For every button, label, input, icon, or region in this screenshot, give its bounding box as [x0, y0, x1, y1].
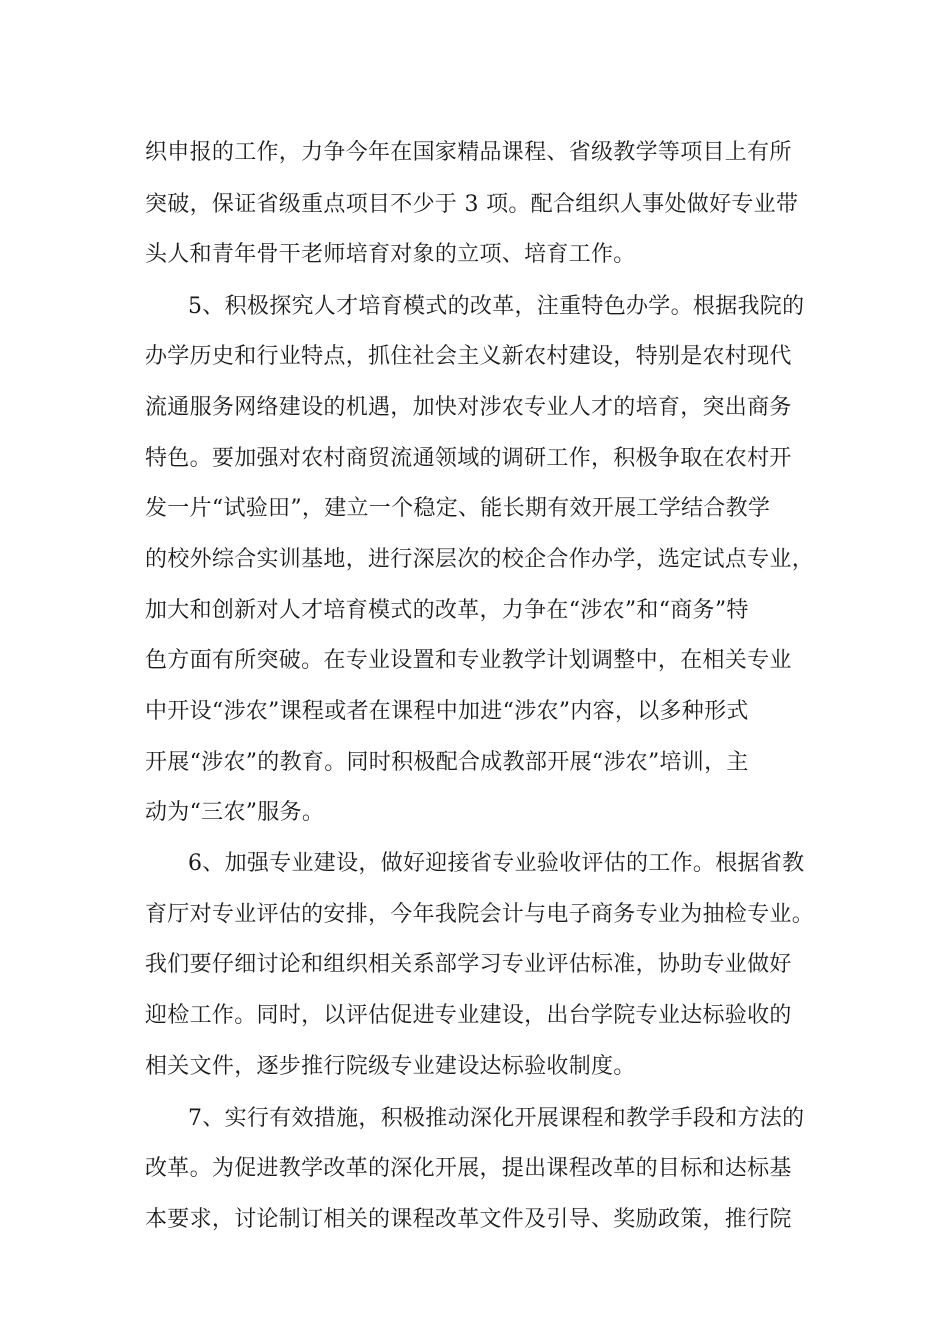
text-line: 迎检工作。同时，以评估促进专业建设，出台学院专业达标验收的: [145, 1003, 792, 1028]
text-line: 色方面有所突破。在专业设置和专业教学计划调整中，在相关专业: [145, 648, 792, 673]
text-line: 突破，保证省级重点项目不少于 3 项。配合组织人事处做好专业带: [145, 192, 799, 217]
text-line: 发一片“试验田”，建立一个稳定、能长期有效开展工学结合教学: [145, 496, 771, 521]
text-line: 流通服务网络建设的机遇，加快对涉农专业人才的培育，突出商务: [145, 395, 792, 420]
text-line: 头人和青年骨干老师培育对象的立项、培育工作。: [145, 242, 636, 267]
text-line: 中开设“涉农”课程或者在课程中加进“涉农”内容，以多种形式: [145, 699, 749, 724]
text-line: 特色。要加强对农村商贸流通领域的调研工作，积极争取在农村开: [145, 446, 792, 471]
paragraph-6-start: 6、加强专业建设，做好迎接省专业验收评估的工作。根据省教: [188, 851, 805, 876]
text-line: 育厅对专业评估的安排，今年我院会计与电子商务专业为抽检专业。: [145, 902, 815, 927]
text-line: 织申报的工作，力争今年在国家精品课程、省级教学等项目上有所: [145, 140, 792, 165]
text-line: 加大和创新对人才培育模式的改革，力争在“涉农”和“商务”特: [145, 598, 749, 623]
paragraph-5-start: 5、积极探究人才培育模式的改革，注重特色办学。根据我院的: [188, 294, 805, 319]
text-line: 的校外综合实训基地，进行深层次的校企合作办学，选定试点专业，: [145, 547, 815, 572]
text-line: 开展“涉农”的教育。同时积极配合成教部开展“涉农”培训，主: [145, 750, 749, 775]
text-line: 本要求，讨论制订相关的课程改革文件及引导、奖励政策，推行院: [145, 1207, 792, 1232]
text-line: 相关文件，逐步推行院级专业建设达标验收制度。: [145, 1054, 636, 1079]
text-line: 我们要仔细讨论和组织相关系部学习专业评估标准，协助专业做好: [145, 952, 792, 977]
paragraph-7-start: 7、实行有效措施，积极推动深化开展课程和教学手段和方法的: [188, 1106, 805, 1131]
text-line: 办学历史和行业特点，抓住社会主义新农村建设，特别是农村现代: [145, 344, 792, 369]
text-line: 动为“三农”服务。: [145, 800, 325, 825]
text-line: 改革。为促进教学改革的深化开展，提出课程改革的目标和达标基: [145, 1156, 792, 1181]
